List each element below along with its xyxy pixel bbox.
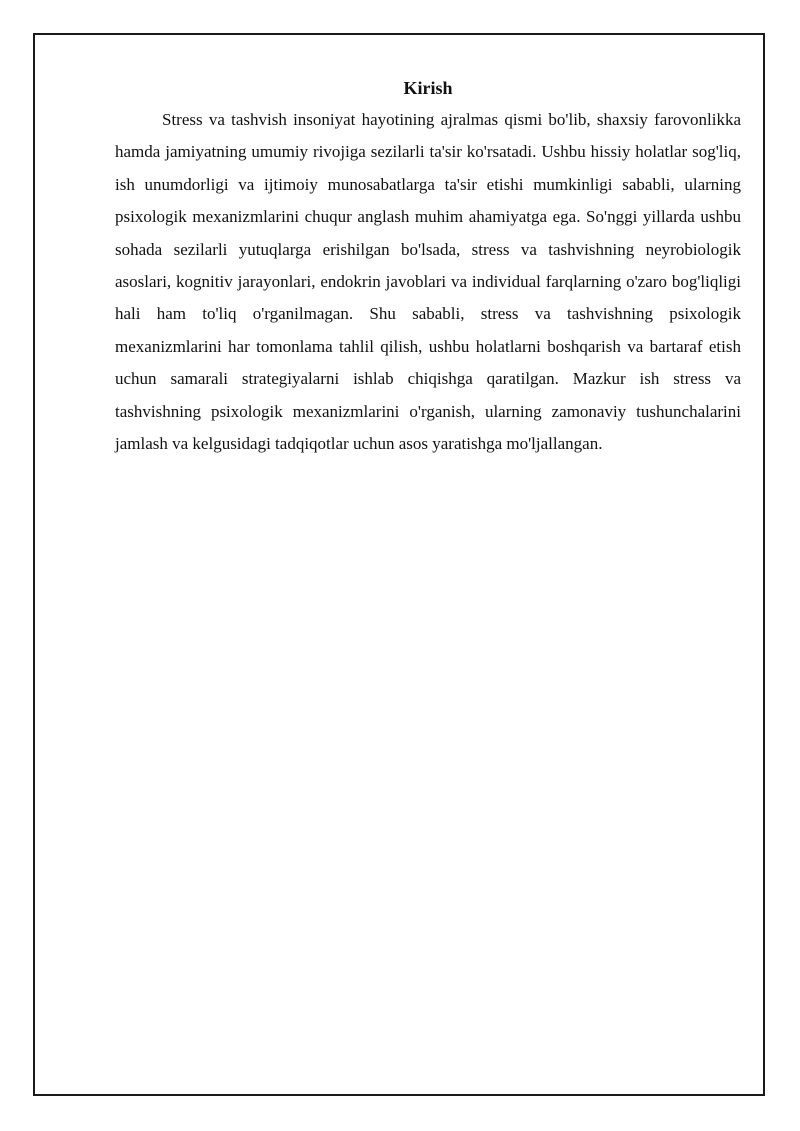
document-body — [115, 76, 741, 460]
section-heading: Kirish — [403, 78, 453, 98]
intro-paragraph: Stress va tashvish insoniyat hayotining ajralmas qismi bo'lib, shaxsiy farovonlikka hamda jamiyatning umumiy rivojiga sezilarli ta'sir ko'rsatadi. Ushbu hissiy holatlar sog'liq, ish unumdorligi va ijtimoiy munosabatlarga ta'sir etishi mumkinligi sababli, ularning psixologik mexanizmlarini chuqur anglash muhim ahamiyatga ega. So'nggi yillarda ushbu sohada sezilarli yutuqlarga erishilgan bo'lsada, stress va tashvishning neyrobiologik asoslari, kognitiv jarayonlari, endokrin javoblari va individual farqlarning o'zaro bog'liqligi hali ham to'liq o'rganilmagan. Shu sababli, stress va tashvishning psixologik mexanizmlarini har tomonlama tahlil qilish, ushbu holatlarni boshqarish va bartaraf etish uchun samarali strategiyalarni ishlab chiqishga qaratilgan. Mazkur ish stress va tashvishning psixologik mexanizmlarini o'rganish, ularning zamonaviy tushunchalarini jamlash va kelgusidagi tadqiqotlar uchun asos yaratishga mo'ljallangan. — [115, 110, 741, 454]
